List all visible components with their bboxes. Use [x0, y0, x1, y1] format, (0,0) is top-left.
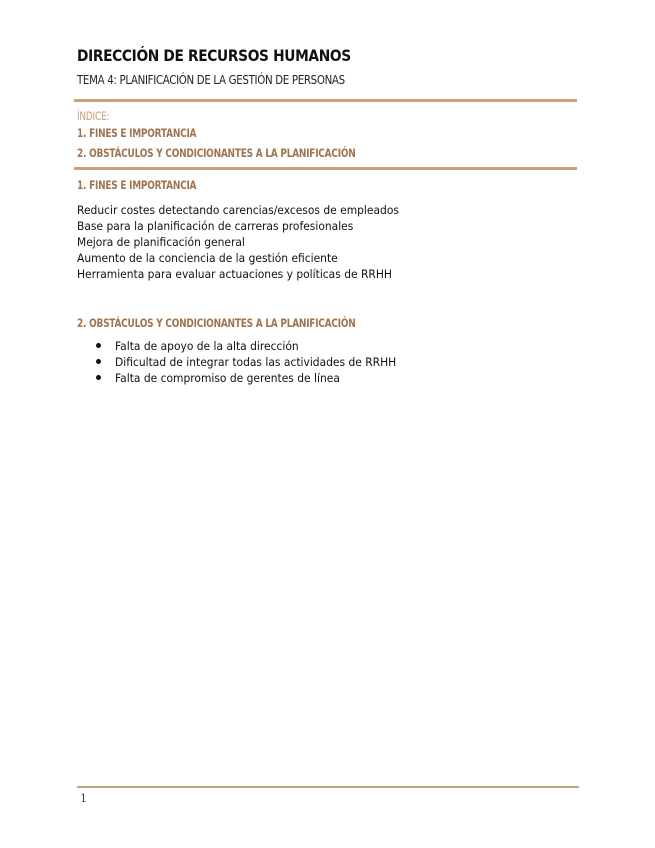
footer-divider: [77, 786, 579, 788]
bullet-icon: [96, 375, 101, 380]
bullet-icon: [96, 343, 101, 348]
list-item: Base para la planificación de carreras profesionales: [77, 219, 354, 233]
section-heading-fines: 1. FINES E IMPORTANCIA: [77, 178, 197, 192]
list-item: Herramienta para evaluar actuaciones y políticas de RRHH: [77, 267, 392, 281]
header-divider: [74, 99, 577, 102]
index-divider: [74, 167, 577, 170]
list-item: Aumento de la conciencia de la gestión eficiente: [77, 251, 338, 265]
document-subtitle: TEMA 4: PLANIFICACIÓN DE LA GESTIÓN DE PERSONAS: [77, 72, 345, 87]
bullet-text: Dificultad de integrar todas las actividades de RRHH: [115, 355, 397, 369]
bullet-text: Falta de apoyo de la alta dirección: [115, 339, 299, 353]
section-heading-obstaculos: 2. OBSTÁCULOS Y CONDICIONANTES A LA PLANIFICACIÓN: [77, 316, 356, 330]
bullet-icon: [96, 359, 101, 364]
index-heading: ÍNDICE:: [77, 109, 110, 123]
bullet-text: Falta de compromiso de gerentes de línea: [115, 371, 340, 385]
list-item: Mejora de planificación general: [77, 235, 245, 249]
index-item-fines[interactable]: 1. FINES E IMPORTANCIA: [77, 126, 197, 140]
document-title: DIRECCIÓN DE RECURSOS HUMANOS: [77, 46, 351, 65]
list-item: Reducir costes detectando carencias/excesos de empleados: [77, 203, 399, 217]
fines-list: [77, 202, 423, 282]
index-item-obstaculos[interactable]: 2. OBSTÁCULOS Y CONDICIONANTES A LA PLANIFICACIÓN: [77, 146, 356, 160]
page-number: 1: [80, 792, 87, 805]
